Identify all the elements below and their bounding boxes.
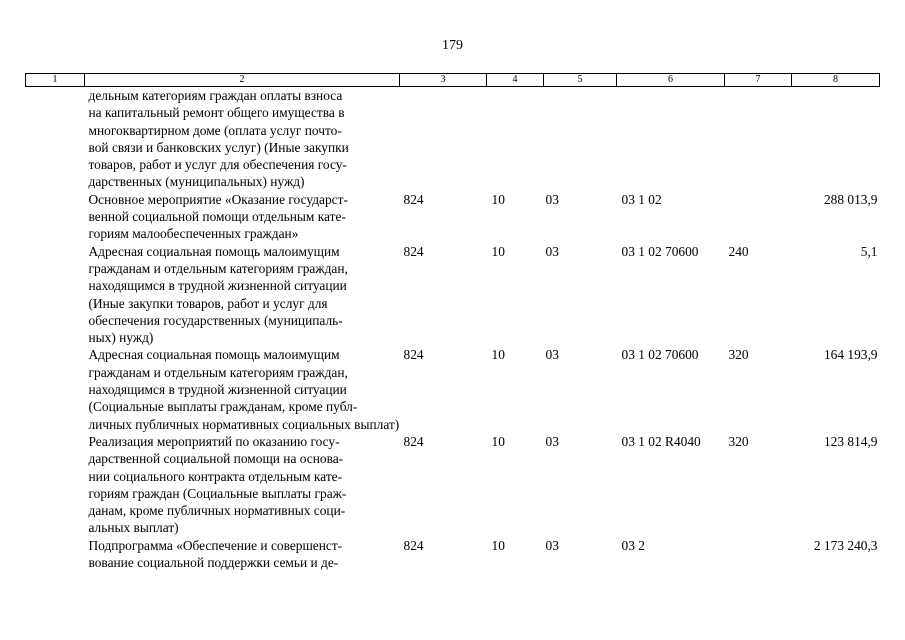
row-number-cell: [26, 191, 85, 243]
section-code: 10: [491, 191, 505, 207]
target-item-code: 03 1 02: [621, 191, 662, 207]
row-description: [85, 243, 400, 347]
expense-type-code: [725, 87, 792, 191]
column-header-4: 4: [487, 74, 544, 87]
section-code: 10: [491, 537, 505, 553]
description-line: Реализация мероприятий по оказанию госу-: [88, 433, 340, 449]
row-number-cell: [26, 346, 85, 432]
description-line: дарственной социальной помощи на основа-: [88, 451, 344, 467]
amount-value: [792, 87, 880, 191]
section-code: 10: [491, 433, 505, 449]
description-line: гражданам и отдельным категориям граждан,: [88, 364, 348, 380]
table-row: [26, 537, 880, 572]
description-line: многоквартирном доме (оплата услуг почто-: [88, 122, 342, 138]
budget-table-body: [26, 87, 880, 572]
description-line: находящимся в трудной жизненной ситуации: [88, 382, 347, 398]
description-line: личных публичных нормативных социальных выплат): [88, 416, 400, 432]
expense-type-code: [725, 537, 792, 572]
description-line: вой связи и банковских услуг) (Иные закупки: [88, 139, 349, 155]
description-line: товаров, работ и услуг для обеспечения госу-: [88, 157, 347, 173]
expense-type-code: 240: [728, 243, 749, 259]
description-line: Адресная социальная помощь малоимущим: [88, 347, 340, 363]
table-row: [26, 346, 880, 432]
target-item-code: 03 1 02 R4040: [621, 433, 701, 449]
ministry-code: 824: [403, 191, 424, 207]
row-description: [85, 537, 400, 572]
ministry-code: [400, 87, 487, 191]
description-line: дарственных (муниципальных) нужд): [88, 174, 305, 190]
column-number-header-row: [26, 74, 880, 87]
description-line: дельным категориям граждан оплаты взноса: [88, 88, 343, 103]
expense-type-code: 320: [728, 347, 749, 363]
column-header-3: 3: [400, 74, 487, 87]
description-line: гориям граждан (Социальные выплаты граж-: [88, 485, 347, 501]
section-code: 10: [491, 243, 505, 259]
amount-value: 123 814,9: [823, 433, 878, 449]
target-item-code: 03 2: [621, 537, 645, 553]
description-line: обеспечения государственных (муниципаль-: [88, 312, 343, 328]
subsection-code: 03: [545, 433, 559, 449]
amount-value: 164 193,9: [823, 347, 878, 363]
expense-type-code: 320: [728, 433, 749, 449]
row-number-cell: [26, 243, 85, 347]
amount-value: 5,1: [860, 243, 878, 259]
ministry-code: 824: [403, 243, 424, 259]
description-line: данам, кроме публичных нормативных соци-: [88, 503, 346, 519]
row-description: [85, 87, 400, 191]
column-header-1: 1: [26, 74, 85, 87]
column-header-8: 8: [792, 74, 880, 87]
column-header-6: 6: [617, 74, 725, 87]
table-row: [26, 433, 880, 537]
row-number-cell: [26, 433, 85, 537]
target-item-code: 03 1 02 70600: [621, 347, 699, 363]
expense-type-code: [725, 191, 792, 243]
description-line: вование социальной поддержки семьи и де-: [88, 555, 339, 571]
description-line: гражданам и отдельным категориям граждан,: [88, 260, 348, 276]
table-row: [26, 243, 880, 347]
table-row: [26, 87, 880, 191]
ministry-code: 824: [403, 433, 424, 449]
table-row: [26, 191, 880, 243]
description-line: на капитальный ремонт общего имущества в: [88, 105, 345, 121]
description-line: Адресная социальная помощь малоимущим: [88, 243, 340, 259]
budget-table: [25, 73, 880, 571]
row-number-cell: [26, 87, 85, 191]
row-description: [85, 346, 400, 432]
description-line: (Иные закупки товаров, работ и услуг для: [88, 295, 328, 311]
description-line: венной социальной помощи отдельным кате-: [88, 209, 346, 225]
subsection-code: 03: [545, 243, 559, 259]
subsection-code: 03: [545, 347, 559, 363]
description-line: гориям малообеспеченных граждан»: [88, 226, 299, 242]
amount-value: 288 013,9: [823, 191, 878, 207]
description-line: (Социальные выплаты гражданам, кроме публ-: [88, 399, 358, 415]
description-line: ных) нужд): [88, 330, 154, 346]
ministry-code: 824: [403, 537, 424, 553]
description-line: альных выплат): [88, 520, 179, 536]
row-description: [85, 191, 400, 243]
description-line: находящимся в трудной жизненной ситуации: [88, 278, 347, 294]
section-code: 10: [491, 347, 505, 363]
row-number-cell: [26, 537, 85, 572]
subsection-code: [544, 87, 617, 191]
column-header-2: 2: [85, 74, 400, 87]
column-header-5: 5: [544, 74, 617, 87]
subsection-code: 03: [545, 191, 559, 207]
description-line: Подпрограмма «Обеспечение и совершенст-: [88, 537, 343, 553]
amount-value: 2 173 240,3: [813, 537, 878, 553]
row-description: [85, 433, 400, 537]
page-number: 179: [442, 38, 463, 53]
description-line: нии социального контракта отдельным кате-: [88, 468, 343, 484]
target-item-code: [617, 87, 725, 191]
target-item-code: 03 1 02 70600: [621, 243, 699, 259]
column-header-7: 7: [725, 74, 792, 87]
section-code: [487, 87, 544, 191]
subsection-code: 03: [545, 537, 559, 553]
ministry-code: 824: [403, 347, 424, 363]
description-line: Основное мероприятие «Оказание государст-: [88, 191, 348, 207]
